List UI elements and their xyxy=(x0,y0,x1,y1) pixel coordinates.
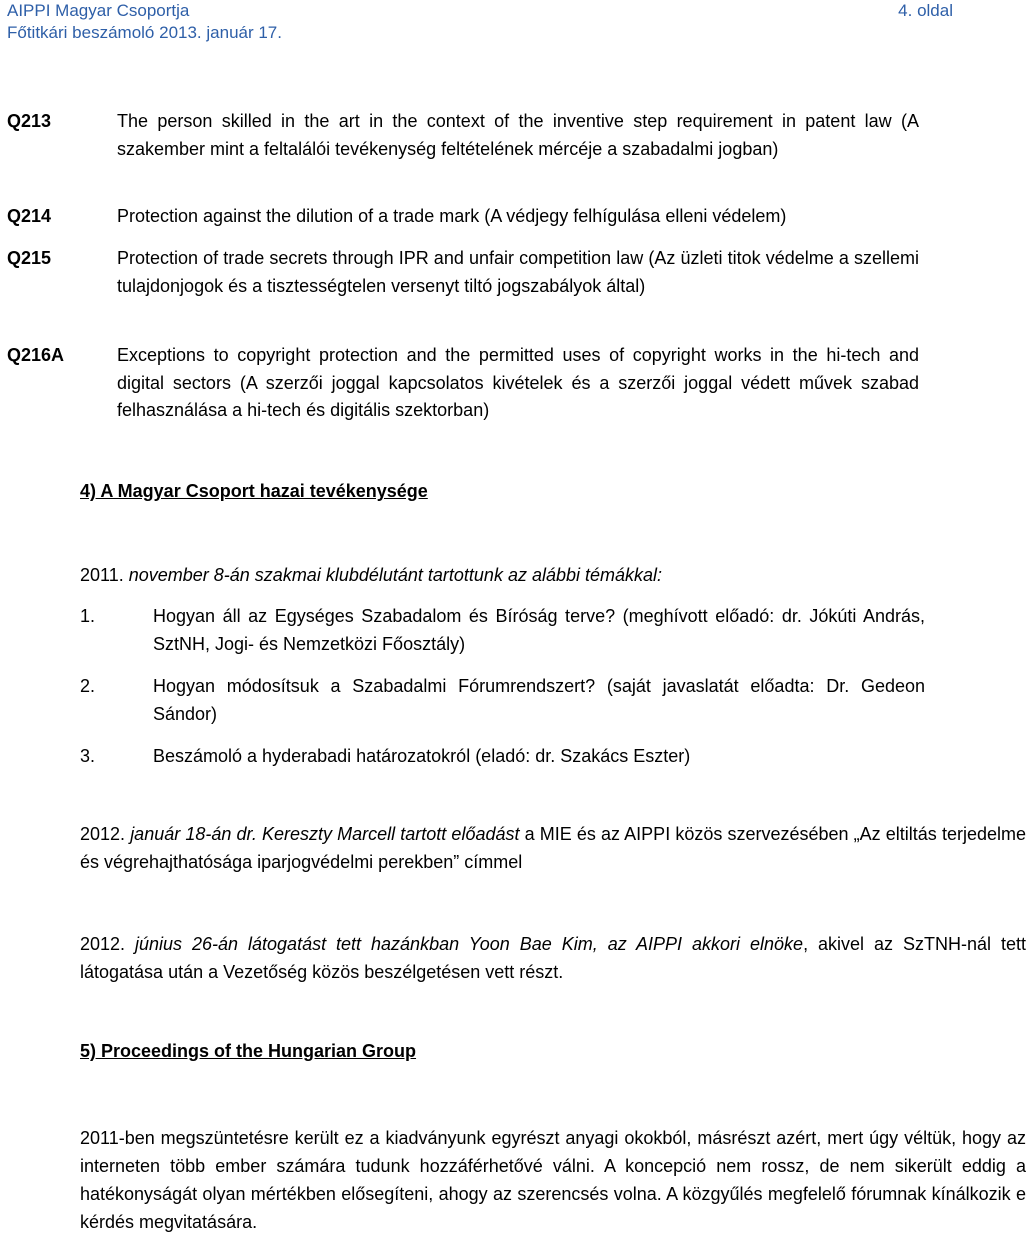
list-item-text: Hogyan módosítsuk a Szabadalmi Fórumrendszert? (saját javaslatát előadta: Dr. Gedeon Sándor) xyxy=(153,676,925,724)
list-item xyxy=(80,742,925,770)
question-q215 xyxy=(7,245,919,300)
january-paragraph xyxy=(7,820,1026,876)
list-item-number: 1. xyxy=(80,606,96,626)
header-org: AIPPI Magyar Csoportja xyxy=(7,1,190,20)
question-text: Protection against the dilution of a trade mark (A védjegy felhígulása elleni védelem) xyxy=(117,206,787,226)
june-date: 2012. xyxy=(80,934,126,954)
list-item-number: 2. xyxy=(80,676,96,696)
january-text-b: Kereszty Marcell tartott előadást xyxy=(262,824,520,844)
question-id: Q214 xyxy=(7,206,52,226)
june-text-b: , akivel az SzTNH-nál tett látogatása után a Vezetőség közös beszélgetésen vett részt. xyxy=(80,934,1026,982)
january-text-c: a MIE és az AIPPI közös szervezésében „Az eltiltás terjedelme és végrehajthatósága iparjogvédelmi perekben” címmel xyxy=(80,824,1026,872)
question-q213 xyxy=(7,108,919,163)
section-5-paragraph: 2011-ben megszüntetésre került ez a kiadványunk egyrészt anyagi okokból, másrészt azért, mert úgy véltük, hogy az interneten több ember számára tudunk hozzáférhetővé válni. A koncepció nem rossz, de nem sikerült eddig a hatékonyságát olyan mértékben elősegíteni, ahogy az szerencsés volna. A közgyűlés megfelelő fórumnak kínálkozik e kérdés megvitatására. xyxy=(80,1128,1026,1232)
june-paragraph xyxy=(7,930,1026,986)
page-number: 4. oldal xyxy=(898,1,953,20)
section-4-heading: 4) A Magyar Csoport hazai tevékenysége xyxy=(80,481,428,501)
june-text-a: június 26-án látogatást tett hazánkban Yoon Bae Kim, az AIPPI akkori elnöke xyxy=(135,934,804,954)
question-id: Q213 xyxy=(7,111,52,131)
question-text: The person skilled in the art in the context of the inventive step requirement in patent law (A szakember mint a feltalálói tevékenység feltételének mércéje a szabadalmi jogban) xyxy=(117,111,919,159)
list-item xyxy=(80,602,925,658)
november-intro xyxy=(7,561,1026,589)
january-date: 2012. xyxy=(80,824,126,844)
section-5-heading: 5) Proceedings of the Hungarian Group xyxy=(80,1041,417,1061)
page-header xyxy=(7,0,953,44)
january-text-a: január 18-án dr. xyxy=(130,824,257,844)
question-id: Q215 xyxy=(7,248,52,268)
list-item-number: 3. xyxy=(80,746,96,766)
question-text: Protection of trade secrets through IPR and unfair competition law (Az üzleti titok védelme a szellemi tulajdonjogok és a tisztességtelen versenyt tiltó jogszabályok által) xyxy=(117,248,919,296)
november-date: 2011. xyxy=(80,565,124,585)
list-item xyxy=(80,672,925,728)
question-text: Exceptions to copyright protection and the permitted uses of copyright works in the hi-tech and digital sectors (A szerzői joggal kapcsolatos kivételek és a szerzői joggal védett művek szabad felhasználása a hi-tech és digitális szektorban) xyxy=(117,345,919,420)
question-q216a xyxy=(7,342,919,425)
topic-list xyxy=(80,602,925,784)
question-id: Q216A xyxy=(7,345,65,365)
list-item-text: Beszámoló a hyderabadi határozatokról (eladó: dr. Szakács Eszter) xyxy=(153,746,691,766)
november-intro-text: november 8-án szakmai klubdélutánt tartottunk az alábbi témákkal: xyxy=(128,565,663,585)
list-item-text: Hogyan áll az Egységes Szabadalom és Bíróság terve? (meghívott előadó: dr. Jókúti András, SztNH, Jogi- és Nemzetközi Főosztály) xyxy=(153,606,925,654)
header-report: Főtitkári beszámoló 2013. január 17. xyxy=(7,23,282,42)
question-q214 xyxy=(7,203,919,231)
